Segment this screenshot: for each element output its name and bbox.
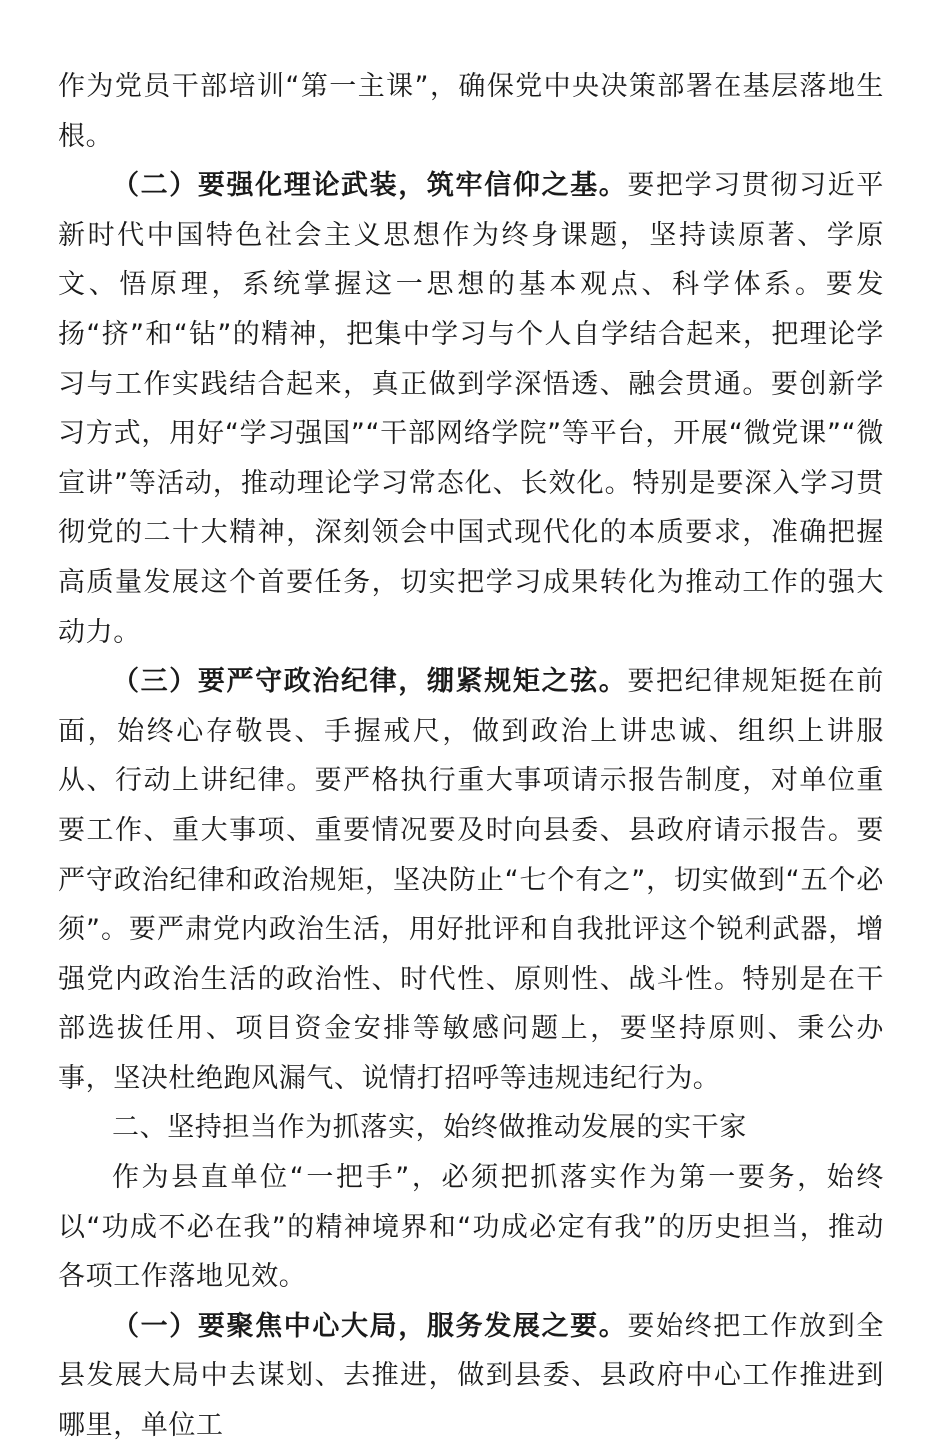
document-page	[58, 62, 884, 1451]
paragraph-2	[58, 161, 884, 657]
paragraph-5	[58, 1302, 884, 1451]
paragraph-body: 要始终把工作放到全县发展大局中去谋划、去推进，做到县委、县政府中心工作推进到哪里，单位工	[58, 1310, 884, 1442]
section-title-2: 二、坚持担当作为抓落实，始终做推动发展的实干家	[112, 1112, 747, 1144]
subheading-1: （一）要聚焦中心大局，服务发展之要。	[112, 1310, 628, 1342]
paragraph-body: 要把纪律规矩挺在前面，始终心存敬畏、手握戒尺，做到政治上讲忠诚、组织上讲服从、行动上讲纪律。要严格执行重大事项请示报告制度，对单位重要工作、重大事项、重要情况要及时向县委、县政府请示报告。要严守政治纪律和政治规矩，坚决防止“七个有之”，切实做到“五个必须”。要严肃党内政治生活，用好批评和自我批评这个锐利武器，增强党内政治生活的政治性、时代性、原则性、战斗性。特别是在干部选拔任用、项目资金安排等敏感问题上，要坚持原则、秉公办事，坚决杜绝跑风漏气、说情打招呼等违规违纪行为。	[58, 666, 884, 1094]
paragraph-body: 要把学习贯彻习近平新时代中国特色社会主义思想作为终身课题，坚持读原著、学原文、悟原理，系统掌握这一思想的基本观点、科学体系。要发扬“挤”和“钻”的精神，把集中学习与个人自学结合起来，把理论学习与工作实践结合起来，真正做到学深悟透、融会贯通。要创新学习方式，用好“学习强国”“干部网络学院”等平台，开展“微党课”“微宣讲”等活动，推动理论学习常态化、长效化。特别是要深入学习贯彻党的二十大精神，深刻领会中国式现代化的本质要求，准确把握高质量发展这个首要任务，切实把学习成果转化为推动工作的强大动力。	[58, 170, 884, 648]
paragraph-continued	[58, 62, 884, 161]
subheading-3: （三）要严守政治纪律，绷紧规矩之弦。	[112, 666, 628, 698]
subheading-2: （二）要强化理论武装，筑牢信仰之基。	[112, 170, 628, 202]
paragraph-body: 作为党员干部培训“第一主课”，确保党中央决策部署在基层落地生根。	[58, 71, 884, 152]
paragraph-body: 作为县直单位“一把手”，必须把抓落实作为第一要务，始终以“功成不必在我”的精神境界和“功成必定有我”的历史担当，推动各项工作落地见效。	[58, 1162, 884, 1293]
paragraph-3	[58, 657, 884, 1103]
paragraph-4	[58, 1153, 884, 1302]
